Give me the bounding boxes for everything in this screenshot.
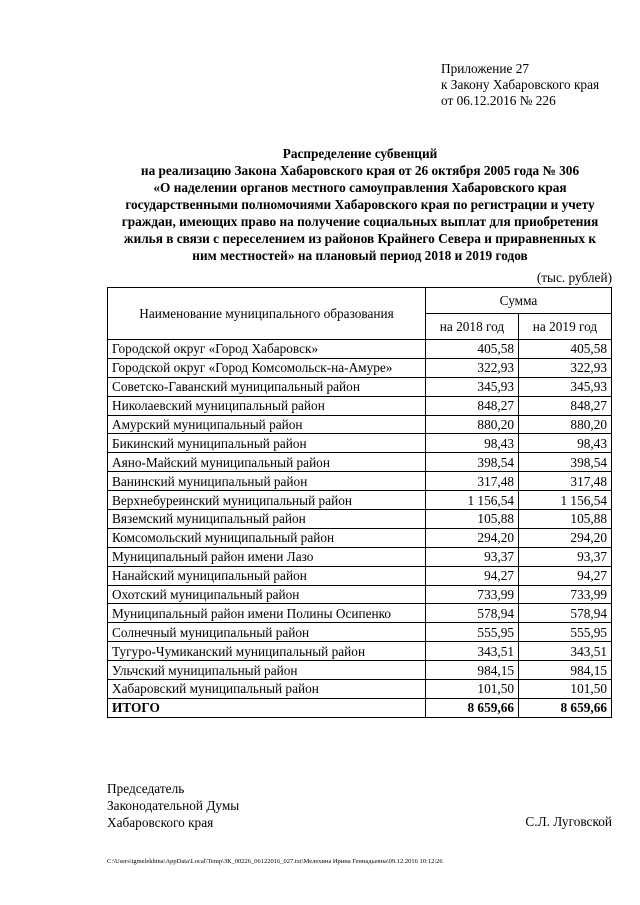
value-2018-cell: 98,43: [426, 434, 519, 453]
value-2019-cell: 93,37: [519, 547, 612, 566]
table-row: [108, 623, 612, 642]
name-cell: Вяземский муниципальный район: [108, 510, 426, 529]
value-2019-cell: 848,27: [519, 396, 612, 415]
value-2018-cell: 555,95: [426, 623, 519, 642]
value-2018-cell: 105,88: [426, 510, 519, 529]
value-2018-cell: 578,94: [426, 604, 519, 623]
title-line: Распределение субвенций: [282, 146, 438, 161]
signatory-name: С.Л. Луговской: [525, 814, 612, 829]
header-name: Наименование муниципального образования: [108, 288, 426, 340]
table-row: [108, 377, 612, 396]
table-row: [108, 358, 612, 377]
table-row: [108, 453, 612, 472]
header-2019: на 2019 год: [519, 314, 612, 340]
value-2019-cell: 8 659,66: [519, 698, 612, 717]
table-row: [108, 510, 612, 529]
value-2019-cell: 98,43: [519, 434, 612, 453]
value-2019-cell: 733,99: [519, 585, 612, 604]
value-2019-cell: 984,15: [519, 661, 612, 680]
name-cell: Амурский муниципальный район: [108, 415, 426, 434]
header-sum: Сумма: [426, 288, 612, 314]
value-2018-cell: 1 156,54: [426, 491, 519, 510]
title-line: на реализацию Закона Хабаровского края от 26 октября 2005 года № 306: [140, 163, 580, 178]
appendix-number: Приложение 27: [441, 61, 529, 76]
value-2018-cell: 880,20: [426, 415, 519, 434]
table-row: [108, 340, 612, 359]
value-2019-cell: 317,48: [519, 472, 612, 491]
value-2019-cell: 105,88: [519, 510, 612, 529]
signature-title-3: Хабаровского края: [107, 815, 214, 830]
table-row: [108, 472, 612, 491]
name-cell: Комсомольский муниципальный район: [108, 528, 426, 547]
value-2019-cell: 1 156,54: [519, 491, 612, 510]
table-row: [108, 528, 612, 547]
value-2018-cell: 405,58: [426, 340, 519, 359]
signature-title-1: Председатель: [107, 781, 185, 796]
name-cell: ИТОГО: [108, 698, 426, 717]
value-2018-cell: 93,37: [426, 547, 519, 566]
value-2018-cell: 101,50: [426, 680, 519, 699]
appendix-reference: [441, 61, 599, 109]
table-row: [108, 547, 612, 566]
name-cell: Нанайский муниципальный район: [108, 566, 426, 585]
value-2019-cell: 405,58: [519, 340, 612, 359]
value-2019-cell: 294,20: [519, 528, 612, 547]
table-row: [108, 566, 612, 585]
name-cell: Ванинский муниципальный район: [108, 472, 426, 491]
value-2019-cell: 578,94: [519, 604, 612, 623]
value-2018-cell: 343,51: [426, 642, 519, 661]
value-2018-cell: 345,93: [426, 377, 519, 396]
name-cell: Верхнебуреинский муниципальный район: [108, 491, 426, 510]
value-2018-cell: 733,99: [426, 585, 519, 604]
header-2018: на 2018 год: [426, 314, 519, 340]
table-row: [108, 604, 612, 623]
name-cell: Хабаровский муниципальный район: [108, 680, 426, 699]
value-2018-cell: 8 659,66: [426, 698, 519, 717]
value-2019-cell: 398,54: [519, 453, 612, 472]
name-cell: Муниципальный район имени Лазо: [108, 547, 426, 566]
name-cell: Аяно-Майский муниципальный район: [108, 453, 426, 472]
value-2019-cell: 345,93: [519, 377, 612, 396]
table-row: [108, 396, 612, 415]
appendix-law: к Закону Хабаровского края: [441, 77, 600, 92]
value-2019-cell: 555,95: [519, 623, 612, 642]
value-2018-cell: 94,27: [426, 566, 519, 585]
table-row: [108, 680, 612, 699]
value-2019-cell: 880,20: [519, 415, 612, 434]
title-line: ним местностей» на плановый период 2018 и 2019 годов: [192, 248, 528, 263]
table-row: [108, 434, 612, 453]
value-2018-cell: 317,48: [426, 472, 519, 491]
value-2018-cell: 294,20: [426, 528, 519, 547]
table-row: [108, 642, 612, 661]
name-cell: Бикинский муниципальный район: [108, 434, 426, 453]
units-label: (тыс. рублей): [536, 270, 612, 285]
name-cell: Городской округ «Город Хабаровск»: [108, 340, 426, 359]
value-2019-cell: 343,51: [519, 642, 612, 661]
table-row: [108, 661, 612, 680]
title-line: жилья в связи с переселением из районов Крайнего Севера и приравненных к: [123, 231, 597, 246]
value-2018-cell: 398,54: [426, 453, 519, 472]
total-row: [108, 698, 612, 717]
name-cell: Николаевский муниципальный район: [108, 396, 426, 415]
title-line: «О наделении органов местного самоуправления Хабаровского края: [153, 180, 567, 195]
name-cell: Ульчский муниципальный район: [108, 661, 426, 680]
document-title: [100, 145, 620, 264]
name-cell: Городской округ «Город Комсомольск-на-Амуре»: [108, 358, 426, 377]
value-2018-cell: 322,93: [426, 358, 519, 377]
table-row: [108, 491, 612, 510]
name-cell: Муниципальный район имени Полины Осипенко: [108, 604, 426, 623]
name-cell: Советско-Гаванский муниципальный район: [108, 377, 426, 396]
name-cell: Охотский муниципальный район: [108, 585, 426, 604]
table-row: [108, 585, 612, 604]
value-2018-cell: 848,27: [426, 396, 519, 415]
title-line: граждан, имеющих право на получение социальных выплат для приобретения: [121, 214, 599, 229]
name-cell: Тугуро-Чумиканский муниципальный район: [108, 642, 426, 661]
footer-file-path: C:\Users\igmelekhina\AppData\Local\Temp\ЗК_00226_06122016_027.txt\Мелехина Ирина Геннадьевна\09.12.2016 10:12:26: [107, 858, 443, 865]
table-row: [108, 415, 612, 434]
value-2018-cell: 984,15: [426, 661, 519, 680]
name-cell: Солнечный муниципальный район: [108, 623, 426, 642]
value-2019-cell: 101,50: [519, 680, 612, 699]
value-2019-cell: 94,27: [519, 566, 612, 585]
subsidy-table: [107, 287, 612, 718]
title-line: государственными полномочиями Хабаровского края по регистрации и учету: [125, 197, 595, 212]
appendix-date: от 06.12.2016 № 226: [441, 93, 556, 108]
value-2019-cell: 322,93: [519, 358, 612, 377]
signature-title-2: Законодательной Думы: [107, 798, 240, 813]
signature-block: [107, 780, 239, 831]
